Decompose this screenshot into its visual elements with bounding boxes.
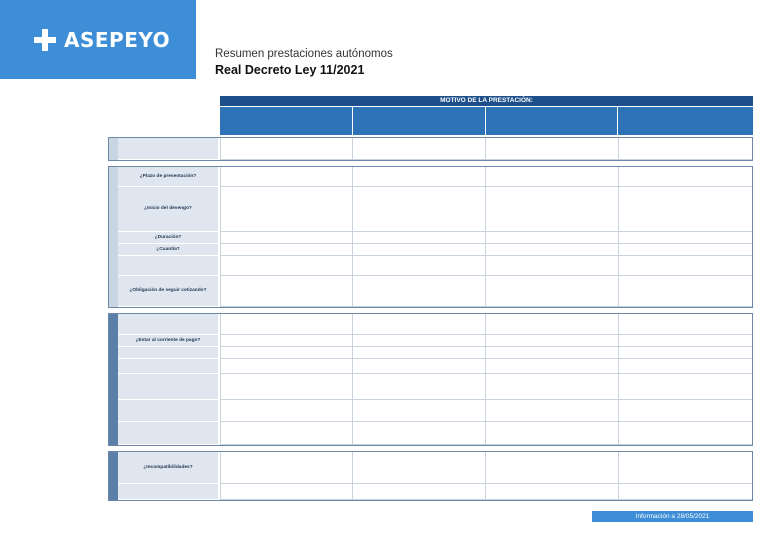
table-cell [220,138,352,160]
row-question: ¿Duración? [118,232,218,244]
table-cell [618,187,752,232]
row-question: ¿Plazo de presentación? [118,167,218,187]
table-cell [485,422,618,445]
table-cell [220,452,352,484]
table-cell [618,314,752,335]
table-cell [352,400,485,422]
table-cell [220,256,352,276]
table-cell [618,359,752,374]
table-cell [485,400,618,422]
table-cell [220,484,352,500]
table-cell [352,359,485,374]
table-cell [352,452,485,484]
row-question [118,256,218,276]
table-cell [352,138,485,160]
table-cell [485,374,618,400]
table-cell [220,347,352,359]
table-cell [220,335,352,347]
brand-cross-icon [34,29,56,51]
table-cell [618,256,752,276]
table-cell [618,244,752,256]
row-question [118,314,218,335]
row-question: ¿Obligación de seguir cotizando? [118,276,218,307]
table-cell [352,276,485,307]
table-cell [352,256,485,276]
column-header [220,107,352,135]
table-cell [485,138,618,160]
row-question [118,359,218,374]
row-question: ¿Cuantía? [118,244,218,256]
table-cell [618,374,752,400]
table-cell [352,187,485,232]
column-header [618,107,753,135]
brand-banner [0,0,196,79]
table-cell [352,484,485,500]
table-cell [485,256,618,276]
table-cell [618,347,752,359]
table-cell [485,167,618,187]
table-cell [352,422,485,445]
row-question: ¿Inicio del devengo? [118,187,218,232]
table-cell [618,452,752,484]
table-cell [485,359,618,374]
column-header [353,107,485,135]
table-cell [618,232,752,244]
row-question: ¿Incompatibilidades? [118,452,218,484]
table-cell [352,347,485,359]
table-cell [352,232,485,244]
table-cell [220,187,352,232]
brand-name: ASEPEYO [64,28,171,52]
table-cell [485,484,618,500]
column-header [486,107,617,135]
table-cell [220,400,352,422]
table-cell [618,484,752,500]
table-cell [220,276,352,307]
table-cell [352,167,485,187]
table-cell [220,422,352,445]
table-cell [485,187,618,232]
table-cell [485,452,618,484]
table-banner: MOTIVO DE LA PRESTACIÓN: [220,96,753,106]
table-cell [220,374,352,400]
table-cell [618,422,752,445]
row-question: ¿Estar al corriente de pago? [118,335,218,347]
table-cell [618,138,752,160]
table-cell [352,374,485,400]
table-cell [220,167,352,187]
table-cell [485,276,618,307]
table-cell [618,400,752,422]
table-cell [485,314,618,335]
table-cell [485,244,618,256]
row-question [118,138,218,160]
table-cell [352,335,485,347]
table-cell [220,232,352,244]
row-question [118,484,218,500]
table-cell [485,335,618,347]
table-cell [220,244,352,256]
table-cell [618,276,752,307]
brand-logo [34,28,170,52]
table-cell [485,347,618,359]
table-cell [352,314,485,335]
page-title: Real Decreto Ley 11/2021 [215,63,365,77]
row-question [118,374,218,400]
page-subtitle: Resumen prestaciones autónomos [215,48,393,60]
table-cell [352,244,485,256]
table-cell [220,314,352,335]
info-date-badge: Información a 28/05/2021 [592,511,753,522]
table-cell [220,359,352,374]
table-cell [618,167,752,187]
row-question [118,347,218,359]
table-cell [618,335,752,347]
row-question [118,400,218,422]
row-question [118,422,218,445]
table-cell [485,232,618,244]
